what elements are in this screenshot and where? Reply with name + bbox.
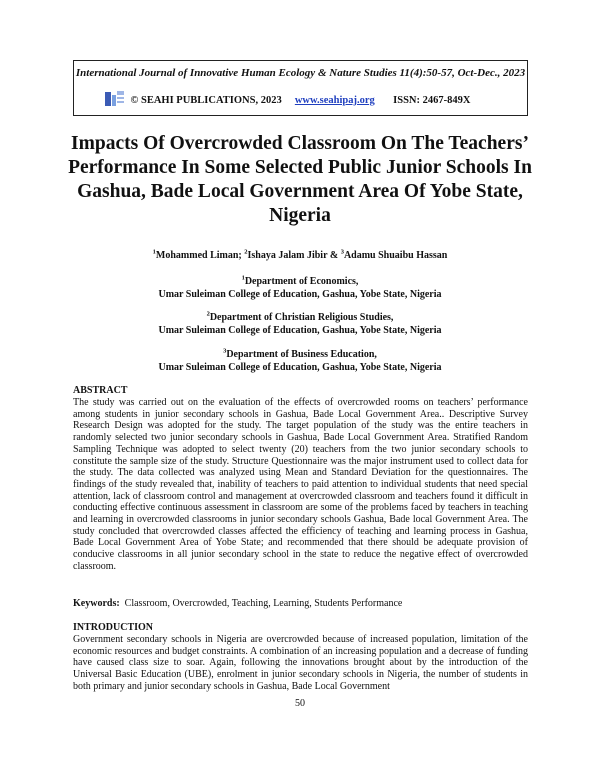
affiliation-1-marker: 1 (241, 274, 245, 282)
journal-header-box (73, 60, 528, 116)
affiliation-1 (0, 275, 600, 301)
author-2-name: Ishaya Jalam Jibir & (247, 250, 341, 261)
website-link[interactable]: www.seahipaj.org (294, 95, 375, 106)
author-1-name: Mohammed Liman; (155, 250, 245, 261)
affiliation-3-dept: Department of Business Education, (226, 349, 377, 360)
affiliation-2-marker: 2 (206, 310, 210, 318)
issn-text: ISSN: 2467-849X (393, 95, 471, 106)
introduction-text: Government secondary schools in Nigeria are overcrowded because of increased population, limitation of the economic resources and budget constraints. A combination of an increasing population and a decrease of funding have caused class size to soar. Again, following the innovations brought about by the introduction of the Universal Basic Education (UBE), enrolment in junior secondary schools in Nigeria, the number of students in both primary and junior secondary schools in Gashua, Bade Local Government (73, 634, 528, 692)
page-number: 50 (295, 698, 305, 709)
journal-citation: International Journal of Innovative Human Ecology & Nature Studies 11(4):50-57, Oct-Dec., 2023 (75, 67, 526, 79)
affiliation-1-college: Umar Suleiman College of Education, Gashua, Yobe State, Nigeria (158, 289, 442, 300)
author-3-name: Adamu Shuaibu Hassan (343, 250, 448, 261)
affiliation-2 (0, 311, 600, 337)
publication-info (74, 95, 527, 106)
paper-title: Impacts Of Overcrowded Classroom On The Teachers’ Performance In Some Selected Public Junior Schools In Gashua, Bade Local Government Area Of Yobe State, Nigeria (68, 133, 532, 226)
affiliation-3 (0, 348, 600, 374)
affiliation-3-marker: 3 (223, 347, 227, 355)
affiliation-3-college: Umar Suleiman College of Education, Gashua, Yobe State, Nigeria (158, 362, 442, 373)
author-list (0, 250, 600, 261)
author-3-marker: 3 (340, 248, 344, 256)
copyright-text: © SEAHI PUBLICATIONS, 2023 (130, 95, 282, 106)
introduction-heading: INTRODUCTION (73, 622, 154, 633)
keywords-line (73, 598, 402, 609)
affiliation-1-dept: Department of Economics, (244, 276, 359, 287)
author-2-marker: 2 (244, 248, 248, 256)
affiliation-2-dept: Department of Christian Religious Studies, (209, 312, 394, 323)
abstract-text: The study was carried out on the evaluation of the effects of overcrowded rooms on teachers’ performance among students in junior secondary schools in Gashua, Bade Local Government Area.. Descriptive Survey Research Design was adopted for the study. The target population of the study was the entire teachers in randomly selected two junior secondary schools in Gashua, Bade Local Government Area. Stratified Random Sampling Technique was adopted to select twenty (20) teachers from the two junior secondary schools to constitute the sample size of the study. Structure Questionnaire was the major instrument used to collect data for the study. The data collected was analyzed using Mean and Standard Deviation for the questionnaires. The findings of the study revealed that, inability of teachers to paid attention to individual students that need special attention, lack of classroom control and management at overcrowded classroom and teachers found it difficult in conducting effective continuous assessment in classroom are some of the problems faced by teachers in teaching and learning in overcrowded classrooms in junior secondary schools Gashua, Bade local Government Area. The study concluded that overcrowded classes affected the efficiency of teaching and learning process in Gashua, Bade Local Government Area of Yobe State; and recommended that there should be adequate provision of conducive classrooms in all junior secondary school in the state to reduce the negative effect of overcrowded classroom. (73, 397, 528, 572)
keywords-label: Keywords: (73, 598, 120, 609)
abstract-heading: ABSTRACT (73, 385, 128, 396)
keywords-text: Classroom, Overcrowded, Teaching, Learning, Students Performance (124, 598, 403, 609)
author-1-marker: 1 (152, 248, 156, 256)
affiliation-2-college: Umar Suleiman College of Education, Gashua, Yobe State, Nigeria (158, 325, 442, 336)
